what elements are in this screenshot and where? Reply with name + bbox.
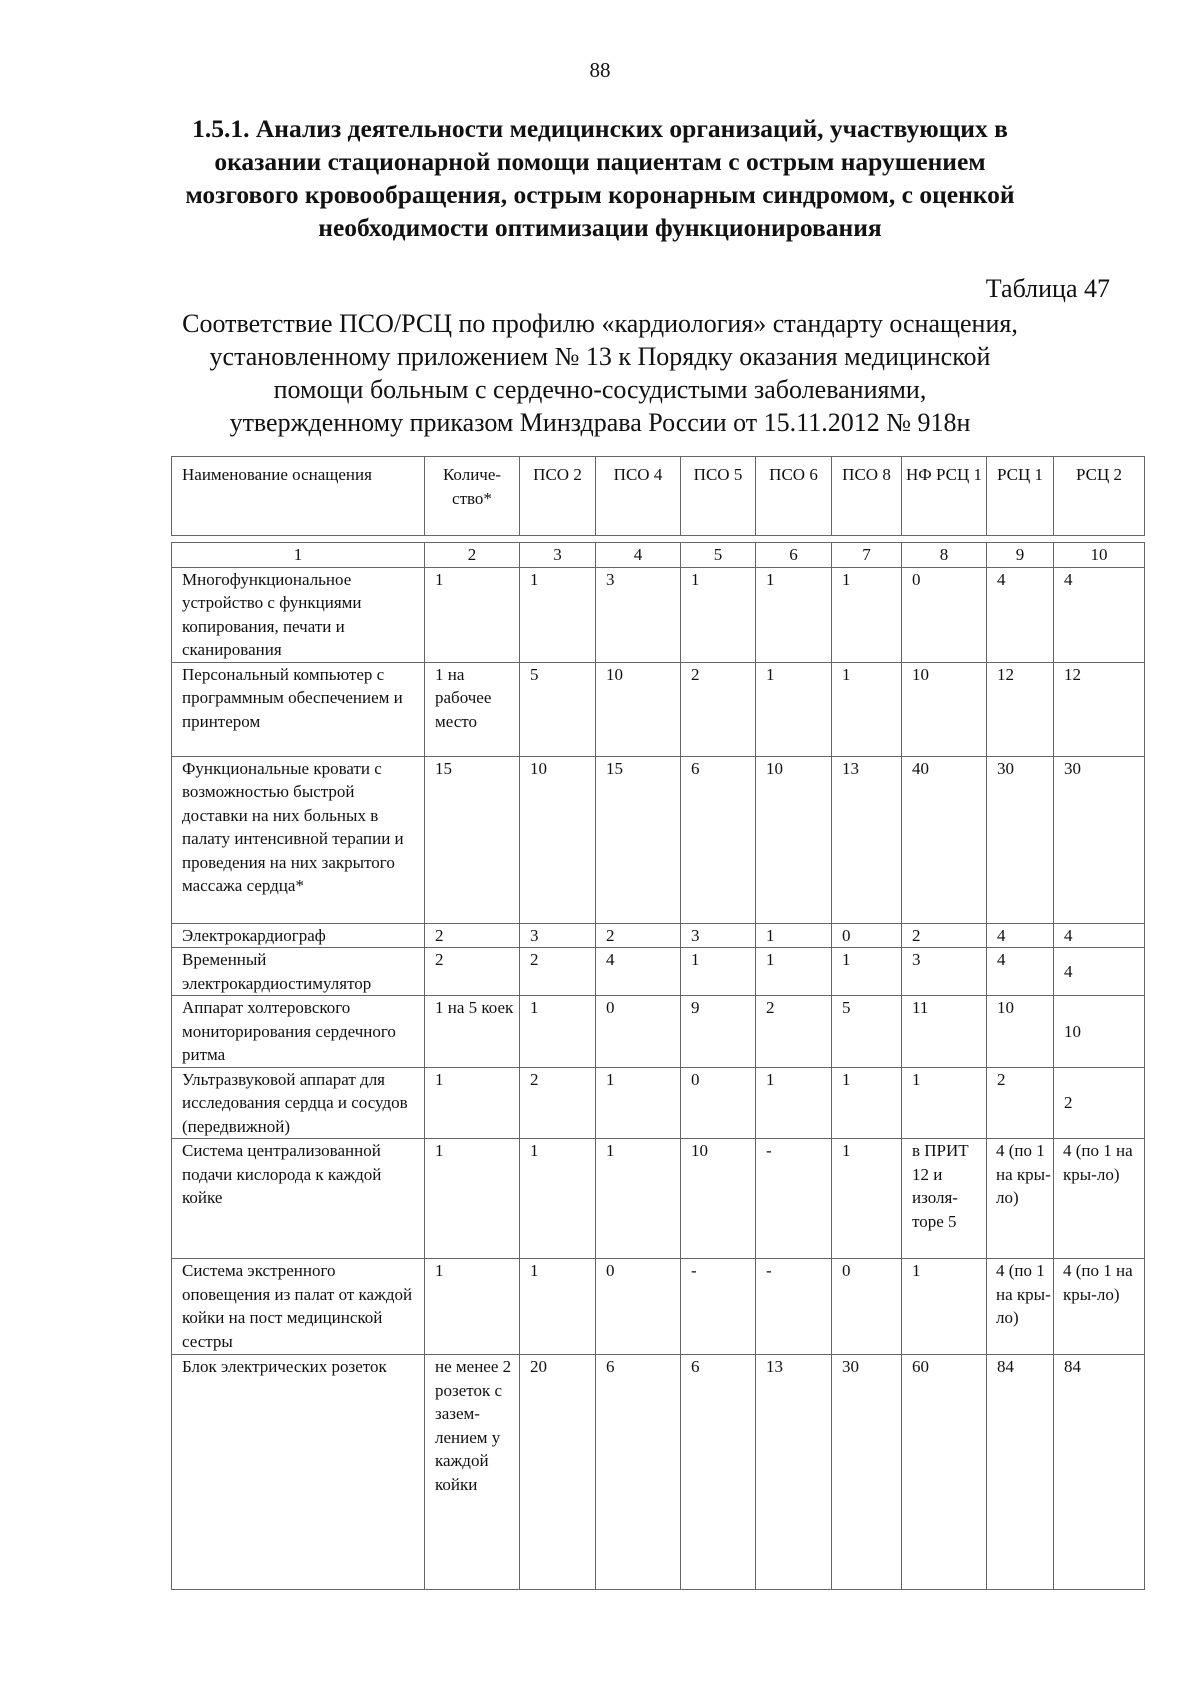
table-cell: 2	[425, 923, 520, 948]
table-cell: 1 на рабочее место	[425, 662, 520, 756]
heading-line: оказании стационарной помощи пациентам с острым нарушением	[214, 147, 986, 176]
table-cell: 3	[520, 923, 596, 948]
table-cell: 0	[832, 1259, 902, 1355]
column-number: 3	[520, 543, 596, 568]
table-cell: 2	[596, 923, 681, 948]
table-cell: 1	[832, 948, 902, 996]
column-number: 2	[425, 543, 520, 568]
table-label: Таблица 47	[985, 274, 1110, 303]
column-number: 1	[172, 543, 425, 568]
table-cell: 1	[425, 567, 520, 662]
table-cell: 4	[987, 567, 1054, 662]
table-cell: 5	[832, 996, 902, 1068]
table-cell: 6	[681, 1355, 756, 1590]
equipment-name: Система экстренного оповещения из палат от каждой койки на пост медицинской сестры	[172, 1259, 425, 1355]
table-cell: 1	[520, 1259, 596, 1355]
table-cell: 4	[1054, 948, 1145, 996]
table-cell: 1	[756, 923, 832, 948]
table-cell: 0	[832, 923, 902, 948]
table-cell: 4	[596, 948, 681, 996]
table-cell: 12	[987, 662, 1054, 756]
heading-line: мозгового кровообращения, острым коронарным синдромом, с оценкой	[185, 180, 1015, 209]
table-cell: 1	[756, 948, 832, 996]
table-cell: 4	[1054, 567, 1145, 662]
table-cell: 10	[1054, 996, 1145, 1068]
table-cell: 1 на 5 коек	[425, 996, 520, 1068]
table-cell: 2	[520, 1067, 596, 1139]
table-cell: -	[681, 1259, 756, 1355]
table-cell: 11	[902, 996, 987, 1068]
table-cell: -	[756, 1139, 832, 1259]
table-cell: 2	[1054, 1067, 1145, 1139]
table-cell: 2	[520, 948, 596, 996]
column-number-row	[172, 543, 1145, 568]
equipment-name: Временный электрокардиостимулятор	[172, 948, 425, 996]
header-spacer	[172, 536, 1145, 543]
table-cell: 2	[425, 948, 520, 996]
table-cell: 3	[681, 923, 756, 948]
table-cell: 1	[832, 1139, 902, 1259]
table-row	[172, 948, 1145, 996]
caption-line: Соответствие ПСО/РСЦ по профилю «кардиология» стандарту оснащения,	[182, 309, 1018, 338]
table-cell: 1	[902, 1259, 987, 1355]
table-cell: 1	[756, 662, 832, 756]
table-cell: в ПРИТ 12 и изоля-торе 5	[902, 1139, 987, 1259]
equipment-name: Многофункциональное устройство с функциями копирования, печати и сканирования	[172, 567, 425, 662]
table-cell: 1	[756, 1067, 832, 1139]
table-cell: 6	[596, 1355, 681, 1590]
caption-line: установленному приложением № 13 к Порядку оказания медицинской	[209, 342, 991, 371]
table-row	[172, 1067, 1145, 1139]
table-cell: 2	[902, 923, 987, 948]
table-caption	[130, 307, 1070, 439]
table-cell: 84	[987, 1355, 1054, 1590]
header-cell: ПСО 6	[756, 457, 832, 536]
table-cell: 1	[832, 1067, 902, 1139]
equipment-table	[171, 456, 1145, 1590]
table-cell: 30	[1054, 756, 1145, 923]
table-cell: 1	[681, 567, 756, 662]
equipment-name: Блок электрических розеток	[172, 1355, 425, 1590]
table-cell: 40	[902, 756, 987, 923]
column-number: 9	[987, 543, 1054, 568]
table-cell: 1	[596, 1139, 681, 1259]
table-cell: 4 (по 1 на кры-ло)	[1054, 1259, 1145, 1355]
table-cell: 0	[596, 1259, 681, 1355]
table-row	[172, 567, 1145, 662]
header-cell: ПСО 5	[681, 457, 756, 536]
table-cell: 4	[1054, 923, 1145, 948]
header-cell: ПСО 8	[832, 457, 902, 536]
table-cell: 3	[902, 948, 987, 996]
table-cell: 10	[756, 756, 832, 923]
table-cell: 9	[681, 996, 756, 1068]
equipment-name: Электрокардиограф	[172, 923, 425, 948]
table-cell: 4	[987, 923, 1054, 948]
table-cell: 0	[902, 567, 987, 662]
header-cell: ПСО 4	[596, 457, 681, 536]
column-number: 5	[681, 543, 756, 568]
table-cell: 4 (по 1 на кры-ло)	[987, 1259, 1054, 1355]
equipment-name: Аппарат холтеровского мониторирования сердечного ритма	[172, 996, 425, 1068]
table-cell: 1	[681, 948, 756, 996]
table-cell: 10	[520, 756, 596, 923]
table-cell: 4 (по 1 на кры-ло)	[1054, 1139, 1145, 1259]
page-number: 88	[589, 58, 611, 82]
table-cell: 10	[987, 996, 1054, 1068]
column-number: 8	[902, 543, 987, 568]
table-cell: 2	[987, 1067, 1054, 1139]
table-cell: 1	[425, 1067, 520, 1139]
table-cell: 10	[681, 1139, 756, 1259]
table-cell: 30	[832, 1355, 902, 1590]
table-cell: 60	[902, 1355, 987, 1590]
table-cell: 1	[832, 567, 902, 662]
table-cell: 1	[596, 1067, 681, 1139]
table-cell: 30	[987, 756, 1054, 923]
table-cell: 1	[425, 1139, 520, 1259]
table-cell: 0	[681, 1067, 756, 1139]
table-cell: 4	[987, 948, 1054, 996]
table-cell: 5	[520, 662, 596, 756]
table-row	[172, 1139, 1145, 1259]
table-cell: 3	[596, 567, 681, 662]
table-row	[172, 996, 1145, 1068]
table-row	[172, 1355, 1145, 1590]
header-cell: Наименование оснащения	[172, 457, 425, 536]
table-cell: 15	[425, 756, 520, 923]
equipment-name: Функциональные кровати с возможностью быстрой доставки на них больных в палату интенсивной терапии и проведения на них закрытого массажа сердца*	[172, 756, 425, 923]
table-cell: 15	[596, 756, 681, 923]
section-heading	[140, 112, 1060, 244]
table-cell: 1	[756, 567, 832, 662]
column-number: 7	[832, 543, 902, 568]
table-cell: не менее 2 розеток с зазем-лением у каждой койки	[425, 1355, 520, 1590]
table-cell: 1	[425, 1259, 520, 1355]
table-cell: 20	[520, 1355, 596, 1590]
equipment-name: Система централизованной подачи кислорода к каждой койке	[172, 1139, 425, 1259]
table-cell: 1	[902, 1067, 987, 1139]
table-cell: 1	[520, 1139, 596, 1259]
table-cell: 0	[596, 996, 681, 1068]
table-cell: 10	[902, 662, 987, 756]
header-cell: РСЦ 1	[987, 457, 1054, 536]
table-cell: 2	[681, 662, 756, 756]
table-cell: 84	[1054, 1355, 1145, 1590]
table-row	[172, 1259, 1145, 1355]
table-cell: 13	[756, 1355, 832, 1590]
caption-line: утвержденному приказом Минздрава России от 15.11.2012 № 918н	[229, 408, 971, 437]
table-cell: 1	[520, 996, 596, 1068]
equipment-name: Ультразвуковой аппарат для исследования сердца и сосудов (передвижной)	[172, 1067, 425, 1139]
table-cell: 1	[520, 567, 596, 662]
header-cell: Количе-ство*	[425, 457, 520, 536]
heading-line: необходимости оптимизации функционирования	[318, 213, 882, 242]
table-cell: 6	[681, 756, 756, 923]
heading-line: 1.5.1. Анализ деятельности медицинских организаций, участвующих в	[192, 114, 1008, 143]
column-number: 6	[756, 543, 832, 568]
table-row	[172, 756, 1145, 923]
table-cell: 13	[832, 756, 902, 923]
table-cell: 10	[596, 662, 681, 756]
header-cell: ПСО 2	[520, 457, 596, 536]
table-row	[172, 662, 1145, 756]
column-number: 10	[1054, 543, 1145, 568]
table-cell: 1	[832, 662, 902, 756]
table-cell: -	[756, 1259, 832, 1355]
header-cell: РСЦ 2	[1054, 457, 1145, 536]
header-row	[172, 457, 1145, 536]
header-cell: НФ РСЦ 1	[902, 457, 987, 536]
table-row	[172, 923, 1145, 948]
table-cell: 12	[1054, 662, 1145, 756]
table-cell: 2	[756, 996, 832, 1068]
column-number: 4	[596, 543, 681, 568]
table-cell: 4 (по 1 на кры-ло)	[987, 1139, 1054, 1259]
caption-line: помощи больным с сердечно-сосудистыми заболеваниями,	[273, 375, 927, 404]
equipment-name: Персональный компьютер с программным обеспечением и принтером	[172, 662, 425, 756]
